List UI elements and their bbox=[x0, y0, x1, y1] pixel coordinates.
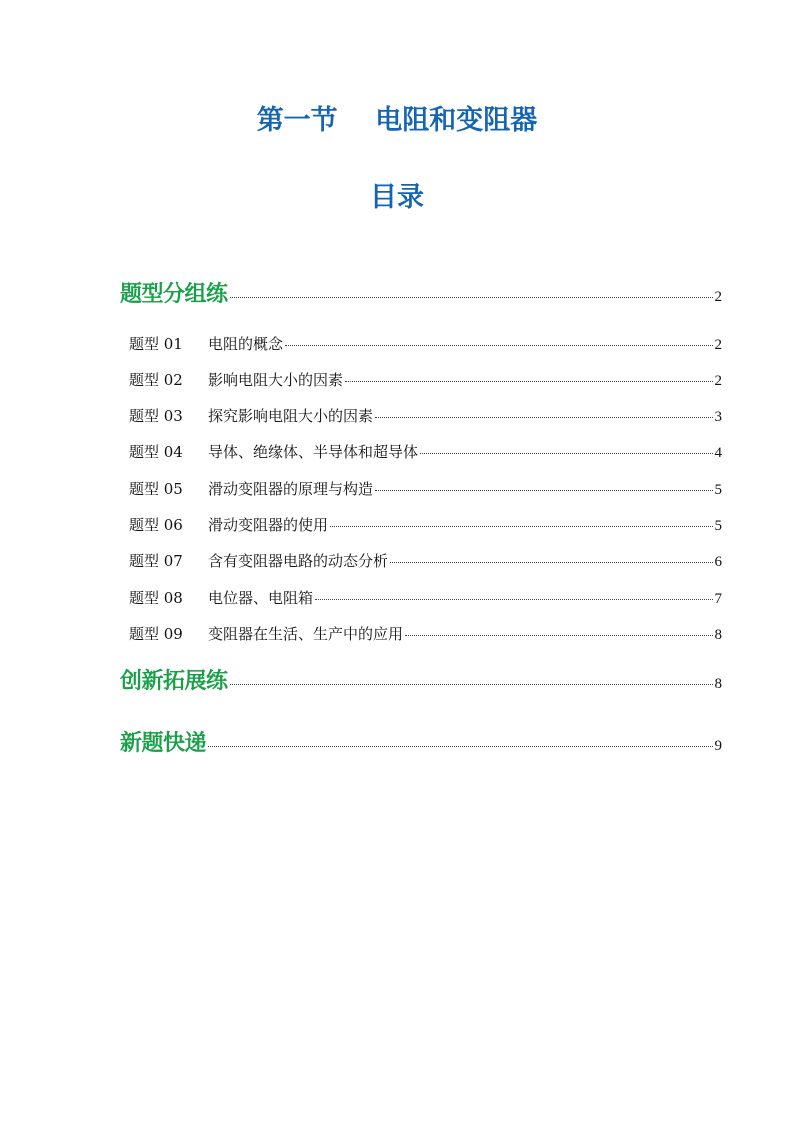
toc-section-label: 新题快递 bbox=[120, 731, 207, 756]
toc-item-type-05[interactable] bbox=[129, 479, 722, 500]
toc-section-new-questions[interactable] bbox=[120, 730, 722, 758]
toc-page-number: 8 bbox=[714, 627, 722, 643]
dot-leader bbox=[390, 562, 712, 563]
toc-item-label: 影响电阻大小的因素 bbox=[208, 371, 344, 389]
toc-page-number: 2 bbox=[714, 337, 722, 353]
dot-leader bbox=[375, 490, 712, 491]
toc-item-label: 探究影响电阻大小的因素 bbox=[208, 407, 374, 425]
toc-page-number: 2 bbox=[714, 373, 722, 389]
page-title: 第一节 电阻和变阻器 bbox=[256, 105, 538, 136]
toc-item-type-03[interactable] bbox=[129, 406, 722, 427]
toc-page-number: 8 bbox=[714, 676, 722, 692]
toc-item-type-04[interactable] bbox=[129, 442, 722, 463]
toc-item-label: 导体、绝缘体、半导体和超导体 bbox=[208, 443, 419, 461]
dot-leader bbox=[405, 635, 712, 636]
toc-page-number: 6 bbox=[714, 554, 722, 570]
toc-item-type-08[interactable] bbox=[129, 588, 722, 609]
dot-leader bbox=[420, 453, 712, 454]
toc-item-label: 变阻器在生活、生产中的应用 bbox=[208, 625, 404, 643]
toc-item-code: 题型 07 bbox=[129, 552, 183, 570]
toc-item-label: 电位器、电阻箱 bbox=[208, 589, 314, 607]
toc-item-code: 题型 02 bbox=[129, 371, 183, 389]
dot-leader bbox=[208, 746, 712, 747]
toc-item-code: 题型 04 bbox=[129, 443, 183, 461]
toc-item-code: 题型 08 bbox=[129, 589, 183, 607]
toc-section-label: 题型分组练 bbox=[120, 282, 228, 307]
dot-leader bbox=[285, 345, 712, 346]
dot-leader bbox=[345, 381, 712, 382]
toc-section-label: 创新拓展练 bbox=[120, 669, 228, 694]
toc-item-code: 题型 06 bbox=[129, 516, 183, 534]
toc-page-number: 4 bbox=[714, 445, 722, 461]
toc-item-type-09[interactable] bbox=[129, 624, 722, 645]
toc-item-type-07[interactable] bbox=[129, 551, 722, 572]
dot-leader bbox=[330, 526, 712, 527]
toc-page-number: 9 bbox=[714, 738, 722, 754]
toc-item-type-01[interactable] bbox=[129, 334, 722, 355]
toc-page-number: 3 bbox=[714, 409, 722, 425]
dot-leader bbox=[315, 599, 712, 600]
dot-leader bbox=[375, 417, 712, 418]
dot-leader bbox=[230, 684, 713, 685]
toc-page-number: 5 bbox=[714, 518, 722, 534]
toc-item-label: 电阻的概念 bbox=[208, 335, 284, 353]
toc-item-code: 题型 01 bbox=[129, 335, 183, 353]
dot-leader bbox=[230, 297, 713, 298]
toc-item-label: 滑动变阻器的原理与构造 bbox=[208, 480, 374, 498]
toc-item-code: 题型 09 bbox=[129, 625, 183, 643]
toc-item-type-02[interactable] bbox=[129, 370, 722, 391]
toc-item-code: 题型 05 bbox=[129, 480, 183, 498]
toc-section-type-group-practice[interactable] bbox=[120, 281, 722, 309]
toc-item-code: 题型 03 bbox=[129, 407, 183, 425]
toc-item-type-06[interactable] bbox=[129, 515, 722, 536]
toc-page-number: 2 bbox=[714, 289, 722, 305]
toc-item-label: 滑动变阻器的使用 bbox=[208, 516, 329, 534]
toc-item-label: 含有变阻器电路的动态分析 bbox=[208, 552, 389, 570]
toc-page-number: 7 bbox=[714, 591, 722, 607]
toc-section-innovation-practice[interactable] bbox=[120, 668, 722, 696]
toc-page-number: 5 bbox=[714, 482, 722, 498]
toc-heading: 目录 bbox=[370, 182, 424, 213]
